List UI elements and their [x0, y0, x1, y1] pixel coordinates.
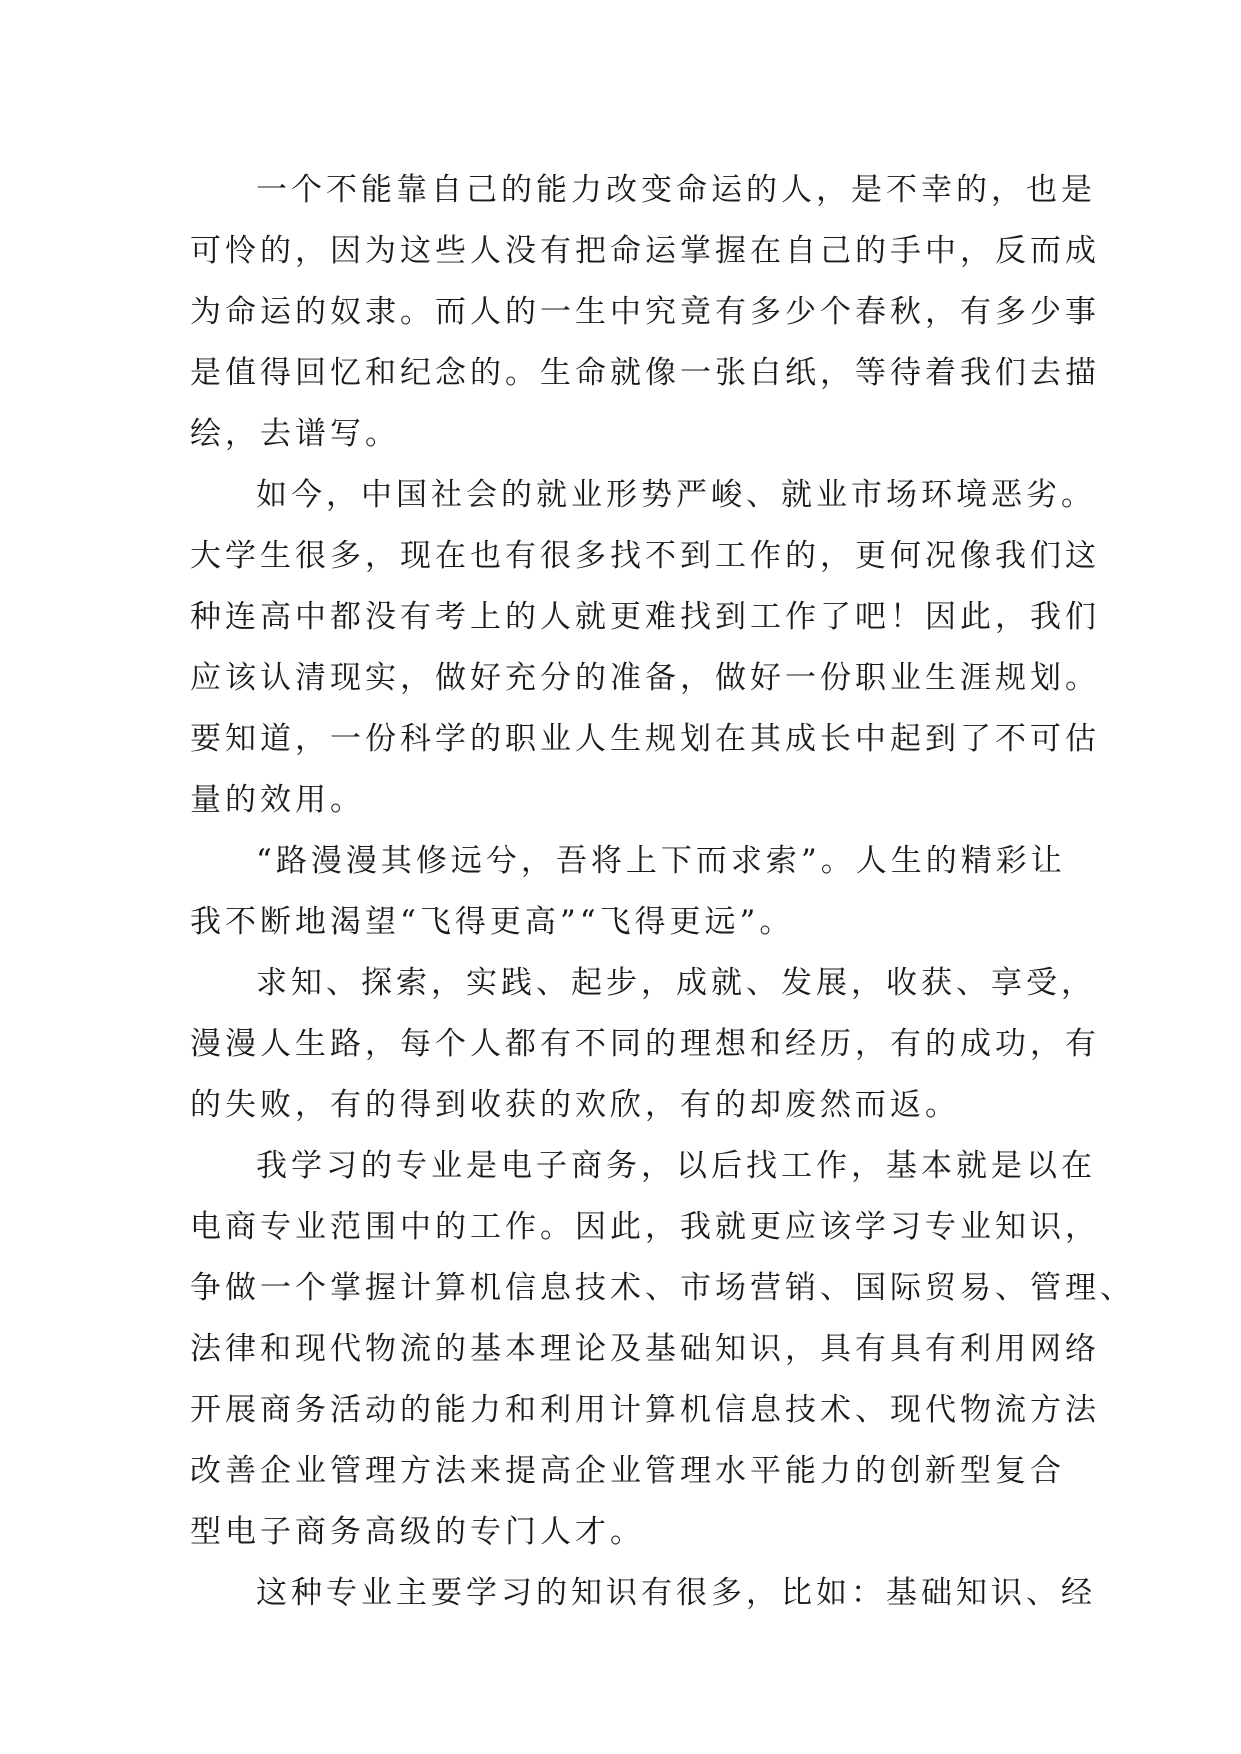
text-line: 争做一个掌握计算机信息技术、市场营销、国际贸易、管理、 — [190, 1270, 1135, 1306]
text-line: 为命运的奴隶。而人的一生中究竟有多少个春秋，有多少事 — [190, 294, 1100, 330]
text-line: 要知道，一份科学的职业人生规划在其成长中起到了不可估 — [190, 721, 1100, 757]
text-line: 的失败，有的得到收获的欢欣，有的却废然而返。 — [190, 1087, 960, 1123]
text-line: “路漫漫其修远兮，吾将上下而求索”。人生的精彩让 — [256, 843, 1066, 879]
text-line: 漫漫人生路，每个人都有不同的理想和经历，有的成功，有 — [190, 1026, 1100, 1062]
text-line: 电商专业范围中的工作。因此，我就更应该学习专业知识， — [190, 1209, 1100, 1245]
text-line: 开展商务活动的能力和利用计算机信息技术、现代物流方法 — [190, 1392, 1100, 1428]
paragraph — [190, 1136, 1135, 1563]
text-line: 求知、探索，实践、起步，成就、发展，收获、享受， — [256, 965, 1096, 1001]
text-line: 一个不能靠自己的能力改变命运的人，是不幸的，也是 — [256, 172, 1096, 208]
text-line: 型电子商务高级的专门人才。 — [190, 1514, 645, 1550]
text-line: 这种专业主要学习的知识有很多，比如：基础知识、经 — [256, 1575, 1096, 1611]
text-line: 我学习的专业是电子商务，以后找工作，基本就是以在 — [256, 1148, 1096, 1184]
text-line: 改善企业管理方法来提高企业管理水平能力的创新型复合 — [190, 1453, 1065, 1489]
text-line: 我不断地渴望“飞得更高”“飞得更远”。 — [190, 904, 795, 940]
text-line: 种连高中都没有考上的人就更难找到工作了吧！因此，我们 — [190, 599, 1100, 635]
document-body — [190, 160, 1135, 1624]
text-line: 可怜的，因为这些人没有把命运掌握在自己的手中，反而成 — [190, 233, 1100, 269]
text-line: 绘，去谱写。 — [190, 416, 400, 452]
text-line: 是值得回忆和纪念的。生命就像一张白纸，等待着我们去描 — [190, 355, 1100, 391]
text-line: 量的效用。 — [190, 782, 365, 818]
paragraph — [190, 160, 1100, 465]
text-line: 大学生很多，现在也有很多找不到工作的，更何况像我们这 — [190, 538, 1100, 574]
paragraph — [190, 831, 1065, 953]
text-line: 应该认清现实，做好充分的准备，做好一份职业生涯规划。 — [190, 660, 1100, 696]
text-line: 如今，中国社会的就业形势严峻、就业市场环境恶劣。 — [256, 477, 1096, 513]
text-line: 法律和现代物流的基本理论及基础知识，具有具有利用网络 — [190, 1331, 1100, 1367]
paragraph — [190, 953, 1100, 1136]
paragraph — [190, 1563, 1096, 1624]
paragraph — [190, 465, 1100, 831]
